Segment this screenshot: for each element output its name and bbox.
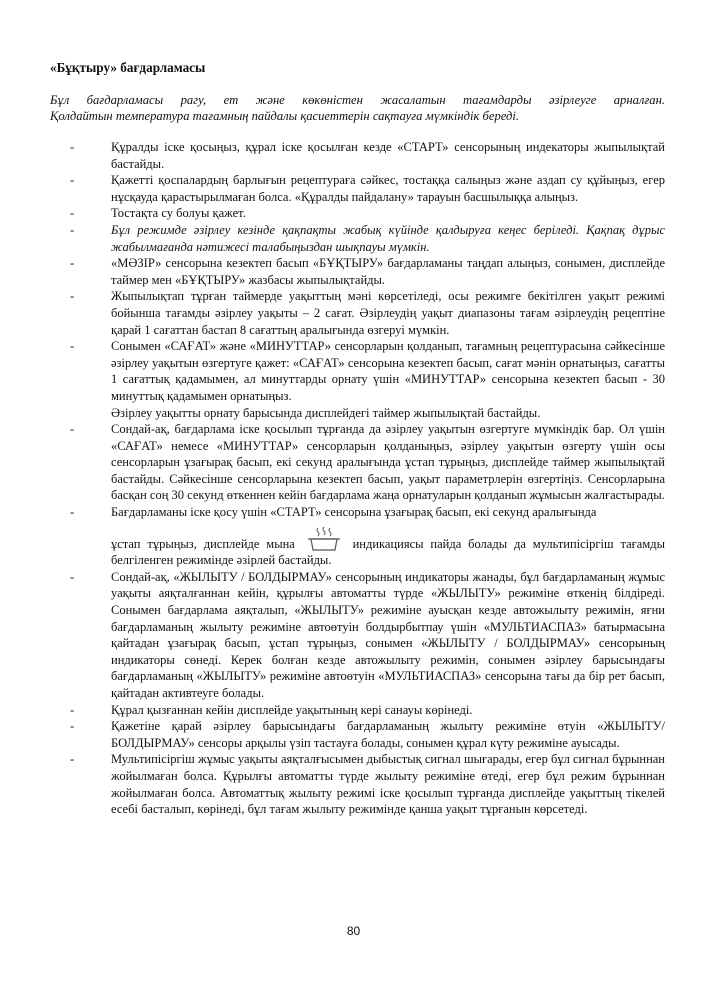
list-bullet: - bbox=[70, 422, 75, 437]
list-item-text: Сондай-ақ, «ЖЫЛЫТУ / БОЛДЫРМАУ» сенсорының индикаторы жанады, бұл бағдарламаның жұмыс уақыты аяқталғаннан кейін, құрылғы автоматты түрде «ЖЫЛЫТУ» режиміне өткенің білдіреді. Сонымен бағдарлама аяқталып, «ЖЫЛЫТУ» режиміне ауысқан кезде автожылыту режимін, яғни бағдарламаның жылыту режиміне автоөтуін болдырбытпау үшін «МУЛЬТИАСПАЗ» батырмасына қайтадан ұзағырақ басып, ұстап тұрыңыз, сонымен «ЖЫЛЫТУ / БОЛДЫРМАУ» сенсорының индикаторы сөнеді. Керек болған кезде автожылыту режимін, сонымен әзірлеу барысындағы бағдарламаның «ЖЫЛЫТУ» режиміне автоөтуін «МУЛЬТИАСПАЗ» сенсорына тағы да бір рет басып, қайтадан активтеуге болады. bbox=[111, 569, 665, 700]
list-bullet: - bbox=[70, 173, 75, 188]
list-bullet: - bbox=[70, 206, 75, 221]
list-item bbox=[0, 338, 665, 421]
list-item-text: Қажетті қоспалардың барлығын рецептураға сәйкес, тостаққа салыңыз және аздап су құйыңыз, егер нұсқауда қарастырылмаған болса. «Құралды пайдалану» тарауын басшылыққа алыңыз. bbox=[111, 173, 665, 204]
list-item-text: Құрал қызғаннан кейін дисплейде уақытының кері санауы көрінеді. bbox=[111, 702, 473, 717]
list-bullet: - bbox=[70, 752, 75, 767]
list-item-text: Сондай-ақ, бағдарлама іске қосылып тұрғанда да әзірлеу уақытын өзгертуге мүмкіндік бар. Ол үшін «САҒАТ» немесе «МИНУТТАР» сенсорларын қолданыңыз, әзірлеу уақытын өзгерту үшін осы сенсорларын ұзағырақ басып, екі секунд аралығында ұстап тұрыңыз, дисплейде таймер жыпылықтай бастайды. Сәйкесінше сенсорларына кезектеп басып, уақыт параметрлерін өзгертіңіз. Сенсорларына басқан соң 30 секунд өткеннен кейін бағдарлама жаңа орнатуларын қолданып жұмысын жалғастырады. bbox=[111, 422, 665, 503]
list-bullet: - bbox=[70, 719, 75, 734]
list-bullet: - bbox=[70, 222, 75, 237]
list-item bbox=[0, 718, 665, 751]
steaming-pot-icon bbox=[306, 526, 342, 552]
list-bullet: - bbox=[70, 140, 75, 154]
list-item-text: Мультипісіргіш жұмыс уақыты аяқталғысымен дыбыстық сигнал шығарады, егер бұл сигнал бұрыннан жойылмаған болса. Құрылғы автоматты түрде жылыту режиміне өтеді, егер бұл режим бұрыннан жойылмаған болса. Автоматтық жылыту режимі іске қосылып тұрғанда дисплейде уақыттың тікелей есебі басталып, көрінеді, бұл тағам жылыту режимінде қанша уақыт тұрғанын көрсетеді. bbox=[111, 752, 665, 817]
list-bullet: - bbox=[70, 256, 75, 271]
list-item-text-before-icon: ұстап тұрыңыз, дисплейде мына bbox=[111, 536, 295, 551]
list-item bbox=[0, 172, 665, 205]
section-title: «Бұқтыру» бағдарламасы bbox=[50, 60, 206, 75]
list-bullet: - bbox=[70, 702, 75, 717]
list-item-icon-line bbox=[111, 526, 665, 569]
list-item-text-italic: Бұл режимде әзірлеу кезінде қақпақты жабық күйінде қалдыруға кеңес беріледі. Қақпақ дұрыс жабылмағанда нәтижесі талабыңыздан шықпауы мүмкін. bbox=[111, 222, 665, 254]
list-item-text: Құралды іске қосыңыз, құрал іске қосылған кезде «СТАРТ» сенсорының индекаторы жыпылықтай бастайды. bbox=[111, 140, 665, 171]
list-item bbox=[0, 222, 665, 255]
list-item-extra-text: Әзірлеу уақытты орнату барысында дисплейдегі таймер жыпылықтай бастайды. bbox=[111, 405, 541, 420]
list-item bbox=[0, 421, 665, 504]
list-item bbox=[0, 504, 665, 569]
list-item bbox=[0, 569, 665, 702]
list-item bbox=[0, 751, 665, 817]
list-item bbox=[0, 139, 665, 172]
list-item bbox=[0, 288, 665, 338]
intro-paragraph bbox=[50, 92, 665, 124]
list-item-text: Тостақта су болуы қажет. bbox=[111, 206, 246, 221]
list-item bbox=[0, 255, 665, 288]
list-item-text: Жыпылықтап тұрған таймерде уақыттың мәні көрсетіледі, осы режимге бекітілген уақыт режимі бойынша тағамды әзірлеу уақыты – 2 сағат. Әзірлеудің уақыт диапазоны тағам әзірлеудің рецептіне қарай 1 сағаттан бастап 8 сағаттың аралығында өзгеруі мүмкін. bbox=[111, 289, 665, 337]
list-item-text: Сонымен «САҒАТ» және «МИНУТТАР» сенсорларын қолданып, тағамның рецептурасына сәйкесінше әзірлеу уақытын өзгертуге қажет: «САҒАТ» сенсорына кезектеп басып, сағат мәнін орнатыңыз, сағатты 1 сағаттық қадамымен, ал минуттарды орнату үшін «МИНУТТАР» сенсорына кезектеп басып - 30 минуттық қадамымен орнатыңыз. bbox=[111, 339, 665, 403]
list-bullet: - bbox=[70, 339, 75, 354]
list-item-text-after-icon: индикациясы пайда болады да мультипісіргіш тағамды белгіленген режимінде әзірлей бастайды. bbox=[111, 536, 666, 568]
list-item-text: Қажетіне қарай әзірлеу барысындағы бағдарламаның жылыту режиміне өтуін «ЖЫЛЫТУ/БОЛДЫРМАУ» сенсоры арқылы үзіп тастауға болады, сонымен құрал күту режиміне ауысады. bbox=[111, 719, 665, 750]
page-number: 80 bbox=[346, 924, 361, 938]
intro-line-2: Қолдайтын температура тағамның пайдалы қасиеттерін сақтауға мүмкіндік береді. bbox=[50, 109, 520, 123]
list-bullet: - bbox=[70, 289, 75, 304]
list-item-text: Бағдарламаны іске қосу үшін «СТАРТ» сенсорына ұзағырақ басып, екі секунд аралығында bbox=[111, 505, 597, 520]
list-bullet: - bbox=[70, 505, 75, 520]
intro-line-1: Бұл бағдарламасы рагу, ет және көкөністен жасалатын тағамдарды әзірлеуге арналған. bbox=[50, 93, 665, 107]
instruction-list bbox=[0, 139, 707, 818]
list-bullet: - bbox=[70, 569, 75, 584]
list-item-text: «МӘЗІР» сенсорына кезектеп басып «БҰҚТЫРУ» бағдарламаны таңдап алыңыз, сонымен, дисплейде таймер мен «БҰҚТЫРУ» жазбасы жыпылықтайды. bbox=[111, 256, 665, 287]
list-item bbox=[0, 702, 665, 719]
list-item bbox=[0, 205, 665, 222]
